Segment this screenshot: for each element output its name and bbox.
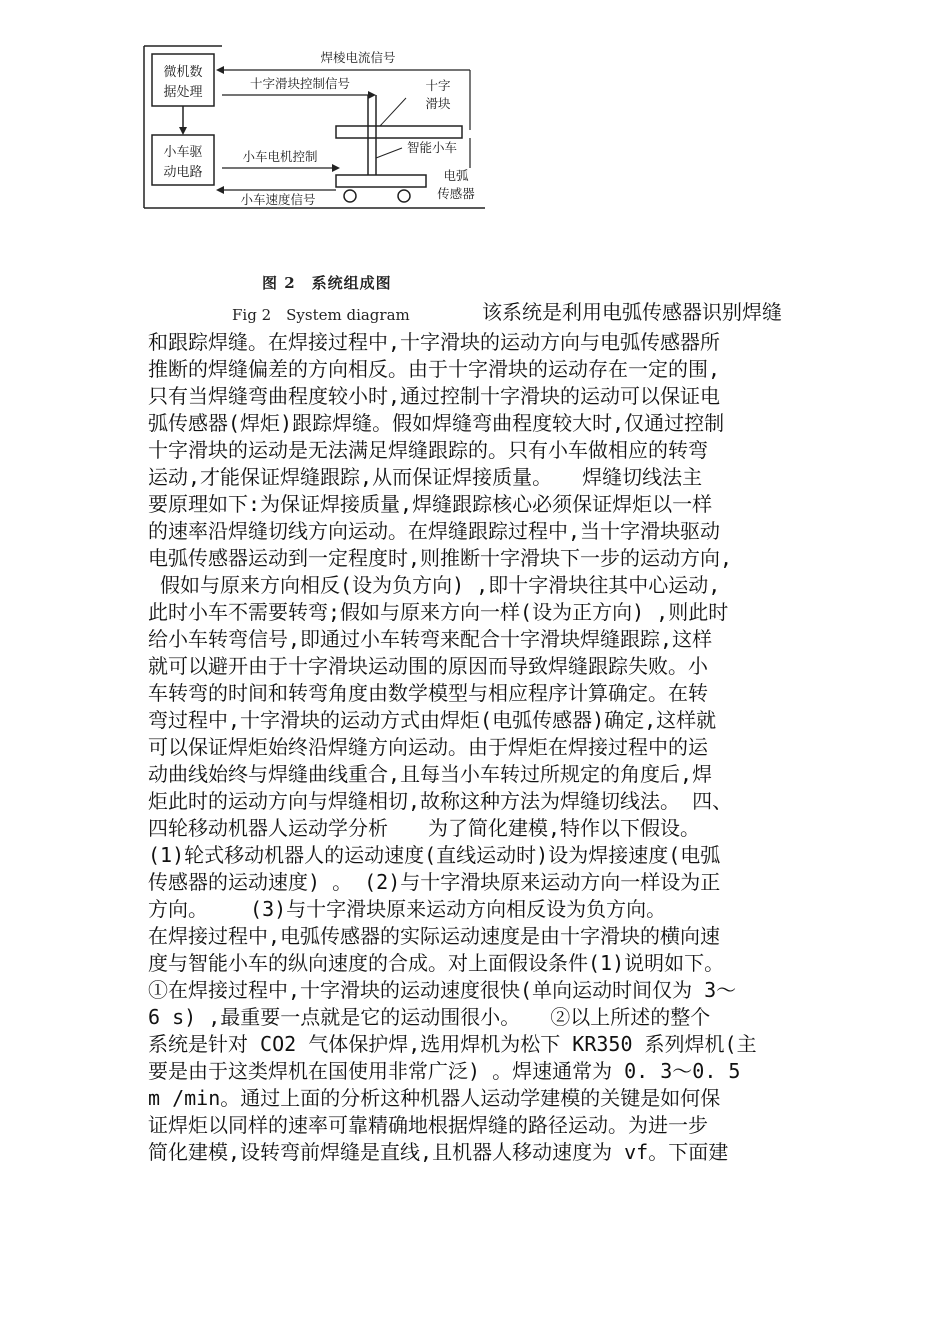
- paragraph-line: ①在焊接过程中,十字滑块的运动速度很快(单向运动时间仅为 3～: [148, 978, 737, 1002]
- paragraph-line: 可以保证焊炬始终沿焊缝方向运动。由于焊炬在焊接过程中的运: [148, 735, 708, 759]
- paragraph-line: 要原理如下:为保证焊接质量,焊缝跟踪核心必须保证焊炬以一样: [148, 492, 713, 516]
- paragraph-line: 运动,才能保证焊缝跟踪,从而保证焊接质量。 焊缝切线法主: [148, 465, 703, 489]
- paragraph-line: 弯过程中,十字滑块的运动方式由焊炬(电弧传感器)确定,这样就: [148, 708, 717, 732]
- box-bottom-line1: 小车驱: [163, 145, 203, 160]
- box-top-line1: 微机数: [163, 65, 203, 80]
- signal-car-speed: 小车速度信号: [240, 192, 316, 207]
- paragraph-line: 就可以避开由于十字滑块运动围的原因而导致焊缝跟踪失败。小: [148, 654, 708, 678]
- paragraph-line: 十字滑块的运动是无法满足焊缝跟踪的。只有小车做相应的转弯: [148, 438, 708, 462]
- paragraph-line: 只有当焊缝弯曲程度较小时,通过控制十字滑块的运动可以保证电: [148, 384, 721, 408]
- signal-weld-current: 焊棱电流信号: [320, 50, 396, 65]
- paragraph-line: 简化建模,设转弯前焊缝是直线,且机器人移动速度为 vf。下面建: [148, 1140, 729, 1164]
- paragraph-line: 动曲线始终与焊缝曲线重合,且每当小车转过所规定的角度后,焊: [148, 762, 713, 786]
- slider-label-line1: 十字: [425, 78, 451, 93]
- box-top-line2: 据处理: [163, 85, 203, 100]
- paragraph-line: 6 s) ,最重要一点就是它的运动围很小。 ②以上所述的整个: [148, 1005, 711, 1029]
- paragraph-line: 炬此时的运动方向与焊缝相切,故称这种方法为焊缝切线法。 四、: [148, 789, 733, 813]
- arc-sensor-label-line1: 电弧: [443, 168, 469, 183]
- paragraph-line: m /min。通过上面的分析这种机器人运动学建模的关键是如何保: [148, 1086, 721, 1110]
- paragraph-line: 弧传感器(焊炬)跟踪焊缝。假如焊缝弯曲程度较大时,仅通过控制: [148, 411, 725, 435]
- paragraph-line: 和跟踪焊缝。在焊接过程中,十字滑块的运动方向与电弧传感器所: [148, 330, 721, 354]
- paragraph-line: 方向。 (3)与十字滑块原来运动方向相反设为负方向。: [148, 897, 667, 921]
- slider-label-line2: 滑块: [425, 96, 451, 111]
- paragraph-line: 给小车转弯信号,即通过小车转弯来配合十字滑块焊缝跟踪,这样: [148, 627, 713, 651]
- paragraph-line: 电弧传感器运动到一定程度时,则推断十字滑块下一步的运动方向,: [148, 546, 733, 570]
- paragraph-line: 传感器的运动速度) 。 (2)与十字滑块原来运动方向一样设为正: [148, 870, 721, 894]
- paragraph-line: 车转弯的时间和转弯角度由数学模型与相应程序计算确定。在转: [148, 681, 708, 705]
- smart-car-label: 智能小车: [406, 140, 458, 155]
- paragraph-line: 推断的焊缝偏差的方向相反。由于十字滑块的运动存在一定的围,: [148, 357, 721, 381]
- paragraph-line: 此时小车不需要转弯;假如与原来方向一样(设为正方向) ,则此时: [148, 600, 729, 624]
- paragraph-line: 的速率沿焊缝切线方向运动。在焊缝跟踪过程中,当十字滑块驱动: [148, 519, 721, 543]
- paragraph-line: 该系统是利用电弧传感器识别焊缝: [482, 300, 782, 324]
- signal-slider-control: 十字滑块控制信号: [249, 76, 351, 91]
- paragraph-line: 四轮移动机器人运动学分析 为了简化建模,特作以下假设。: [148, 816, 701, 840]
- paragraph-line: 证焊炬以同样的速率可靠精确地根据焊缝的路径运动。为进一步: [148, 1113, 708, 1137]
- paragraph-line: 要是由于这类焊机在国使用非常广泛) 。焊速通常为 0. 3～0. 5: [148, 1059, 741, 1083]
- paragraph-line: 在焊接过程中,电弧传感器的实际运动速度是由十字滑块的横向速: [148, 924, 721, 948]
- figure-caption-chinese: 图 2 系统组成图: [262, 274, 392, 292]
- box-bottom-line2: 动电路: [163, 165, 203, 180]
- signal-motor-control: 小车电机控制: [242, 149, 318, 164]
- paragraph-line: 假如与原来方向相反(设为负方向) ,即十字滑块往其中心运动,: [148, 573, 721, 597]
- arc-sensor-label-line2: 传感器: [437, 186, 475, 201]
- paragraph-line: 系统是针对 CO2 气体保护焊,选用焊机为松下 KR350 系列焊机(主: [148, 1032, 757, 1056]
- paragraph-line: (1)轮式移动机器人的运动速度(直线运动时)设为焊接速度(电弧: [148, 843, 721, 867]
- paragraph-line: 度与智能小车的纵向速度的合成。对上面假设条件(1)说明如下。: [148, 951, 725, 975]
- figure-caption-english: Fig 2 System diagram: [232, 306, 410, 324]
